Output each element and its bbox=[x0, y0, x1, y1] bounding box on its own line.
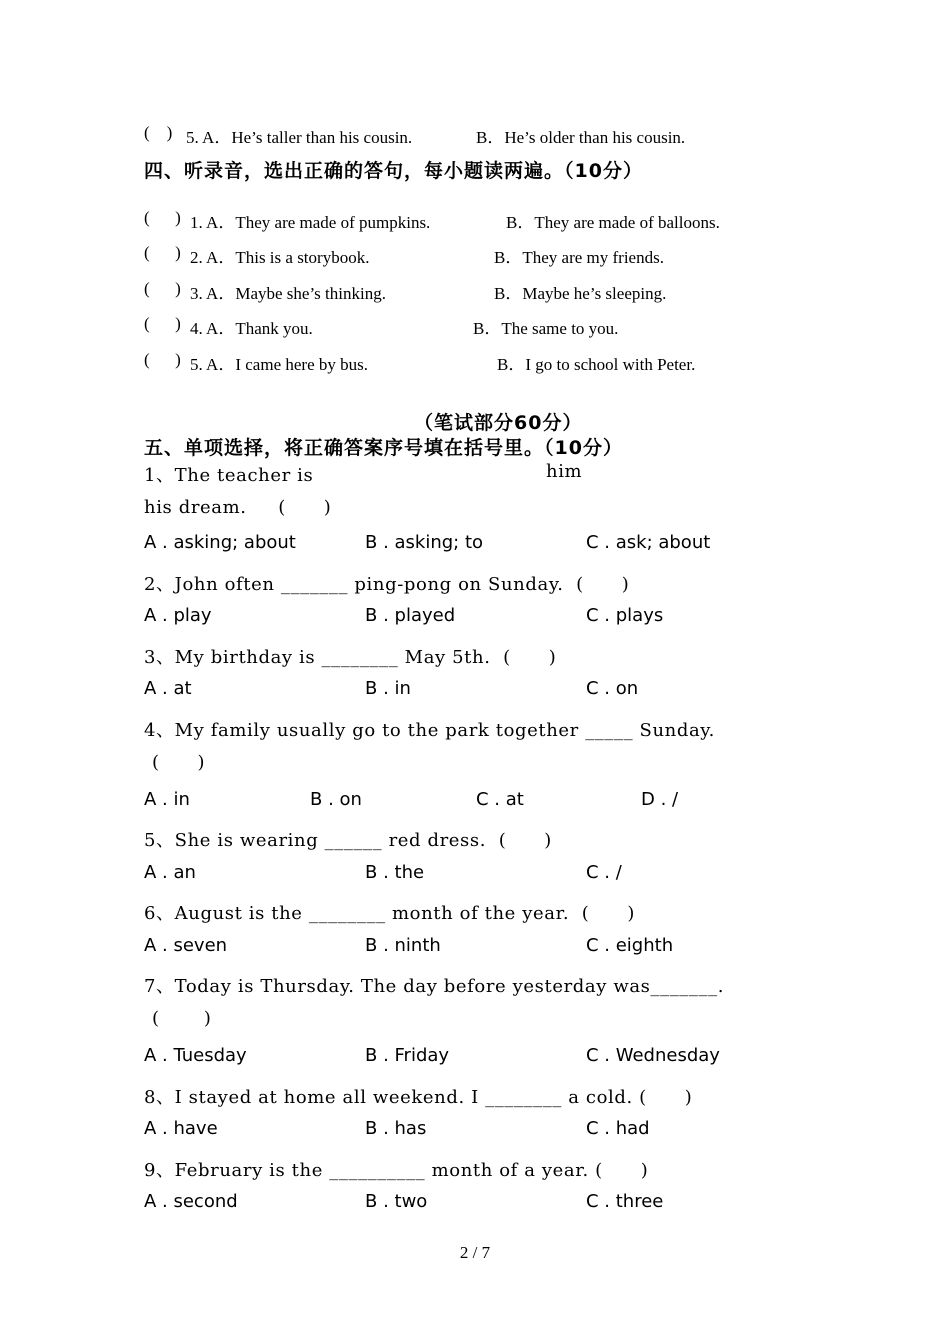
q9-option-b: B . two bbox=[365, 1191, 428, 1212]
s4-q4-option-b: B．The same to you. bbox=[473, 319, 619, 338]
s4-q5-option-a: 5. A．I came here by bus. bbox=[190, 355, 368, 374]
q2-option-a: A . play bbox=[144, 605, 212, 626]
s4-q2-option-a: 2. A．This is a storybook. bbox=[190, 248, 370, 267]
q1-line2: his dream. ( ) bbox=[144, 497, 332, 518]
q4-paren: ( ) bbox=[152, 752, 206, 773]
s4-q1-option-b: B．They are made of balloons. bbox=[506, 213, 720, 232]
s4-q2-paren: ( ) bbox=[144, 243, 181, 262]
s4-q2-option-b: B．They are my friends. bbox=[494, 248, 664, 267]
q5-text: 5、She is wearing ______ red dress. ( ) bbox=[144, 830, 552, 851]
q9-option-c: C . three bbox=[586, 1191, 664, 1212]
q6-text: 6、August is the ________ month of the year. ( ) bbox=[144, 903, 635, 924]
q8-option-b: B . has bbox=[365, 1118, 427, 1139]
q7-option-b: B . Friday bbox=[365, 1045, 450, 1066]
section5-title: 五、单项选择，将正确答案序号填在括号里。（10分） bbox=[144, 437, 623, 459]
q6-option-c: C . eighth bbox=[586, 935, 674, 956]
page-number: 2 / 7 bbox=[459, 1243, 491, 1262]
q7-paren: ( ) bbox=[152, 1008, 212, 1029]
q6-option-b: B . ninth bbox=[365, 935, 441, 956]
q1-option-c: C . ask; about bbox=[586, 532, 711, 553]
q6-option-a: A . seven bbox=[144, 935, 228, 956]
s4-q4-paren: ( ) bbox=[144, 314, 181, 333]
q5-option-a: A . an bbox=[144, 862, 196, 883]
q1-line1-start: 1、The teacher is bbox=[144, 465, 314, 486]
q1-line1-end: him bbox=[546, 461, 583, 482]
q2-option-b: B . played bbox=[365, 605, 456, 626]
q3-text: 3、My birthday is ________ May 5th. ( ) bbox=[144, 647, 557, 668]
s4-q1-paren: ( ) bbox=[144, 208, 181, 227]
q3-option-a: A . at bbox=[144, 678, 192, 699]
written-part-title: （笔试部分60分） bbox=[414, 412, 583, 434]
prev-q5-option-a: 5. A．He’s taller than his cousin. bbox=[186, 128, 413, 147]
s4-q3-paren: ( ) bbox=[144, 279, 181, 298]
q7-option-a: A . Tuesday bbox=[144, 1045, 247, 1066]
q8-option-a: A . have bbox=[144, 1118, 218, 1139]
q4-option-b: B . on bbox=[310, 789, 362, 810]
q4-option-c: C . at bbox=[476, 789, 524, 810]
s4-q5-option-b: B．I go to school with Peter. bbox=[497, 355, 696, 374]
q4-option-d: D . / bbox=[641, 789, 679, 810]
prev-q5-option-b: B．He’s older than his cousin. bbox=[476, 128, 686, 147]
section4-title: 四、听录音，选出正确的答句，每小题读两遍。（10分） bbox=[144, 160, 643, 182]
q1-option-b: B . asking; to bbox=[365, 532, 484, 553]
s4-q4-option-a: 4. A．Thank you. bbox=[190, 319, 313, 338]
q5-option-c: C . / bbox=[586, 862, 622, 883]
prev-q5-paren: ( ) bbox=[144, 123, 173, 142]
s4-q3-option-b: B．Maybe he’s sleeping. bbox=[494, 284, 667, 303]
q8-text: 8、I stayed at home all weekend. I ________ a cold. ( ) bbox=[144, 1087, 693, 1108]
s4-q3-option-a: 3. A．Maybe she’s thinking. bbox=[190, 284, 386, 303]
q8-option-c: C . had bbox=[586, 1118, 650, 1139]
q9-option-a: A . second bbox=[144, 1191, 238, 1212]
q7-text: 7、Today is Thursday. The day before yesterday was_______. bbox=[144, 976, 725, 997]
q9-text: 9、February is the __________ month of a year. ( ) bbox=[144, 1160, 649, 1181]
s4-q1-option-a: 1. A．They are made of pumpkins. bbox=[190, 213, 431, 232]
q7-option-c: C . Wednesday bbox=[586, 1045, 720, 1066]
q3-option-c: C . on bbox=[586, 678, 639, 699]
q4-text: 4、My family usually go to the park together _____ Sunday. bbox=[144, 720, 716, 741]
q5-option-b: B . the bbox=[365, 862, 425, 883]
q4-option-a: A . in bbox=[144, 789, 190, 810]
q2-text: 2、John often _______ ping-pong on Sunday. ( ) bbox=[144, 574, 630, 595]
s4-q5-paren: ( ) bbox=[144, 350, 181, 369]
q2-option-c: C . plays bbox=[586, 605, 664, 626]
q1-option-a: A . asking; about bbox=[144, 532, 296, 553]
q3-option-b: B . in bbox=[365, 678, 411, 699]
